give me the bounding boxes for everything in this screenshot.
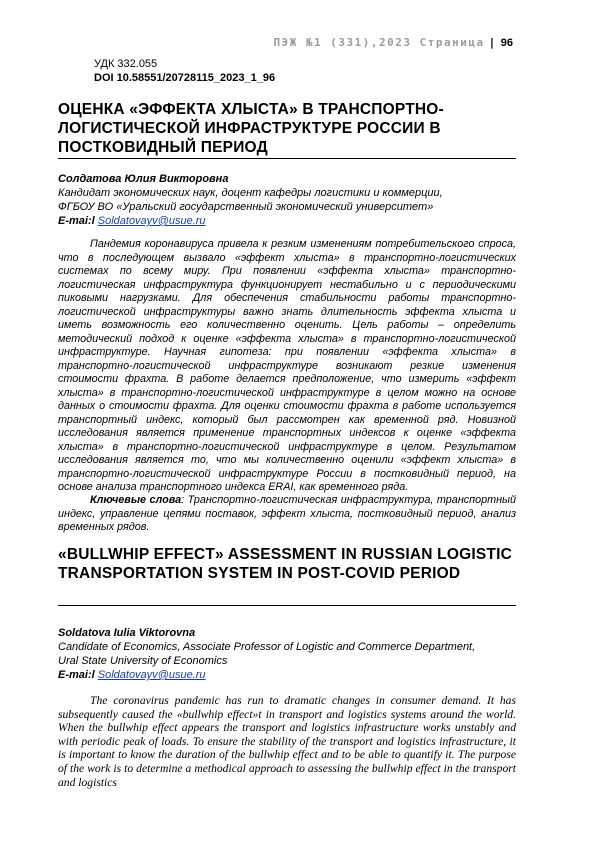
running-head — [273, 36, 513, 49]
keywords-ru — [58, 494, 516, 535]
doi: DOI 10.58551/20728115_2023_1_96 — [94, 72, 276, 84]
email-link-en[interactable]: Soldatovayv@usue.ru — [97, 669, 206, 681]
page-number: 96 — [500, 37, 513, 49]
title-ru: ОЦЕНКА «ЭФФЕКТА ХЛЫСТА» В ТРАНСПОРТНО-ЛОГИСТИЧЕСКОЙ ИНФРАСТРУКТУРЕ РОССИИ В ПОСТКОВИДНЫЙ ПЕРИОД — [58, 101, 444, 156]
email-row-en — [58, 668, 528, 682]
title-en: «BULLWHIP EFFECT» ASSESSMENT IN RUSSIAN LOGISTIC TRANSPORTATION SYSTEM IN POST-COVID PERIOD — [58, 546, 512, 582]
abstract-ru: Пандемия коронавируса привела к резким изменениям потребительского спроса, что в последующем вызвало «эффект хлыста» в транспортно-логистических системах по всему миру. При появлении «эффекта хлыста» транспортно-логистическая инфраструктура функционирует нестабильно и с периодическими пиковыми нагрузками. Для обеспечения стабильности работы транспортно-логистической инфраструктуры важно знать длительность эффекта хлыста и иметь возможность его количественно оценить. Цель работы – определить методический подход к оценке «эффекта хлыста» в транспортно-логистической инфраструктуре. Научная гипотеза: при появлении «эффекта хлыста» в транспортно-логистической инфраструктуре возникают резкие изменения стоимости фрахта. В работе делается предположение, что измерить «эффект хлыста» в транспортно-логистической инфраструктуре в целом можно на основе данных о стоимости фрахта. Для оценки стоимости фрахта в работе используется транспортный индекс, который был рассмотрен как временной ряд. Новизной исследования является применение транспортных индексов к оценке «эффекта хлыста» в транспортно-логистической инфраструктуре в целом. Результатом исследования является то, что мы количественно оценили «эффект хлыста» в транспортно-логистической инфраструктуре России в постковидный период, на основе анализа транспортного индекса ERAI, как временного ряда. — [58, 238, 516, 493]
keywords-text-ru: : Транспортно-логистическая инфраструктура, транспортный индекс, управление цепями поставок, эффект хлыста, постковидный период, анализ временных рядов. — [58, 494, 516, 533]
affiliation-en-2: Ural State University of Economics — [58, 655, 228, 667]
author-block-ru — [58, 172, 528, 228]
email-row-ru — [58, 214, 528, 228]
affiliation-ru-2: ФГБОУ ВО «Уральский государственный экономический университет» — [58, 201, 434, 213]
journal-name: ПЭЖ №1 (331),2023 Страница — [273, 36, 485, 49]
title-ru-rule — [58, 158, 516, 159]
author-name-ru: Солдатова Юлия Викторовна — [58, 173, 229, 185]
abstract-en: The coronavirus pandemic has run to dramatic changes in consumer demand. It has subsequently caused the «bullwhip effect»t in transport and logistics systems around the world. When the bullwhip effect appears the transport and logistics infrastructure works unstably and with periodic peak of loads. To ensure the stability of the transport and logistics infrastructure, it is important to know the duration of the bullwhip effect and to be able to quantify it. The purpose of the work is to determine a methodical approach to assessing the bullwhip effect in the transport and logistics — [58, 694, 516, 789]
email-link-ru[interactable]: Soldatovayv@usue.ru — [97, 215, 206, 227]
header-separator: | — [488, 36, 497, 49]
author-block-en — [58, 626, 528, 682]
email-label-en: E-mai:l — [58, 669, 95, 681]
udk-code: УДК 332.055 — [94, 58, 158, 70]
affiliation-ru-1: Кандидат экономических наук, доцент кафедры логистики и коммерции, — [58, 187, 443, 199]
affiliation-en-1: Candidate of Economics, Associate Professor of Logistic and Commerce Department, — [58, 641, 476, 653]
email-label-ru: E-mai:l — [58, 215, 95, 227]
author-name-en: Soldatova Iulia Viktorovna — [58, 627, 196, 639]
keywords-label-ru: Ключевые слова — [90, 494, 182, 506]
title-en-rule — [58, 605, 516, 606]
